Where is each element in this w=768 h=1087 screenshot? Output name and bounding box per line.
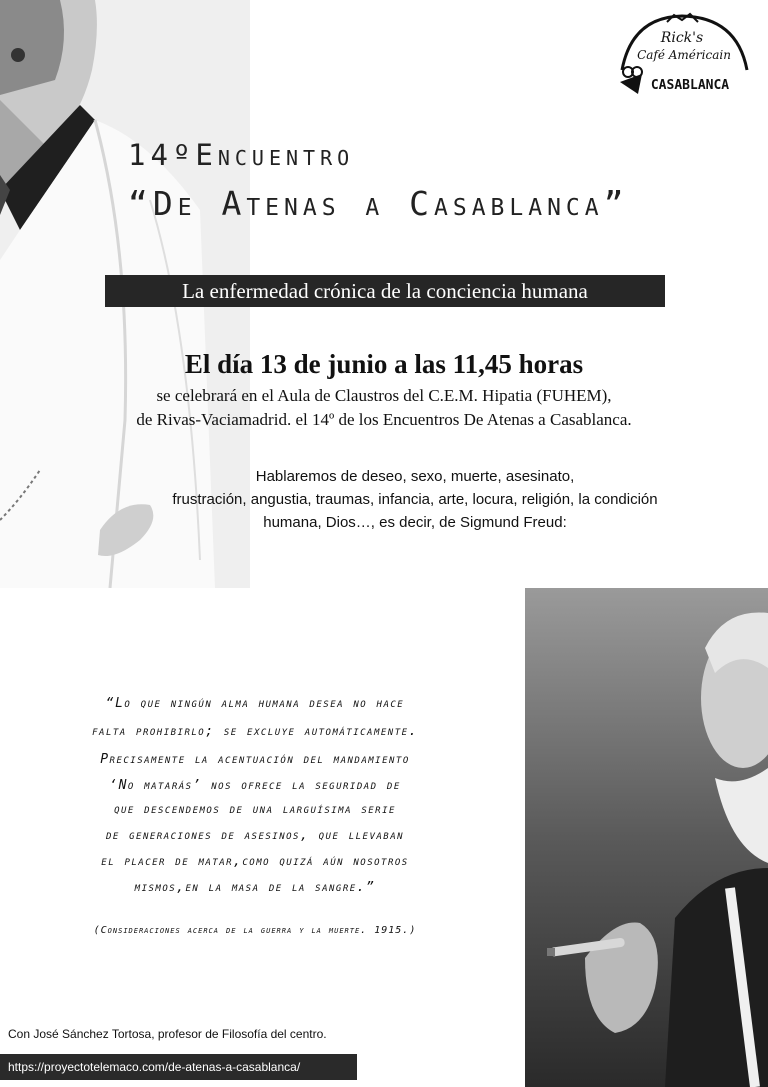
event-date: El día 13 de junio a las 11,45 horas (184, 349, 584, 379)
topics-line: humana, Dios…, es decir, de Sigmund Freud: (263, 514, 567, 531)
logo-line3: Casablanca (650, 78, 730, 93)
topics-line: Hablaremos de deseo, sexo, muerte, asesinato, (255, 468, 575, 485)
freud-quote-line: falta prohibirlo; se excluye automáticamente. (92, 724, 418, 739)
event-url-link[interactable]: https://proyectotelemaco.com/de-atenas-a-casablanca/ (8, 1060, 301, 1074)
freud-quote-line: ‘No matarás’ nos ofrece la seguridad de (109, 778, 401, 793)
logo-line2: Café Américain (637, 48, 731, 62)
freud-quote-line: mismos,en la masa de la sangre.” (134, 880, 376, 895)
event-description-line: se celebrará en el Aula de Claustros del C.E.M. Hipatia (FUHEM), (156, 386, 612, 405)
speaker-credit: Con José Sánchez Tortosa, profesor de Filosofía del centro. (8, 1027, 327, 1041)
ricks-cafe-logo (612, 12, 752, 104)
topics-line: frustración, angustia, traumas, infancia, arte, locura, religión, la condición (172, 491, 658, 508)
freud-quote-line: Precisamente la acentuación del mandamiento (100, 752, 410, 767)
portrait-photo-bottom (525, 588, 768, 1087)
freud-quote-line: que descendemos de una larguísima serie (114, 802, 396, 817)
event-description-line: de Rivas-Vaciamadrid. el 14º de los Encuentros De Atenas a Casablanca. (136, 410, 632, 429)
subtitle-banner: La enfermedad crónica de la conciencia humana (105, 275, 665, 307)
freud-quote-line: de generaciones de asesinos, que llevaban (105, 828, 405, 843)
freud-quote-line: “Lo que ningún alma humana desea no hace (105, 696, 405, 711)
event-title-line1: 14ºEncuentro (128, 138, 355, 172)
freud-quote-line: el placer de matar,como quizá aún nosotros (101, 854, 409, 869)
logo-line1: Rick's (660, 30, 704, 46)
event-title-line2: “De Atenas a Casablanca” (128, 184, 629, 223)
quote-source: (Consideraciones acerca de la guerra y la muerte. 1915.) (93, 925, 417, 936)
